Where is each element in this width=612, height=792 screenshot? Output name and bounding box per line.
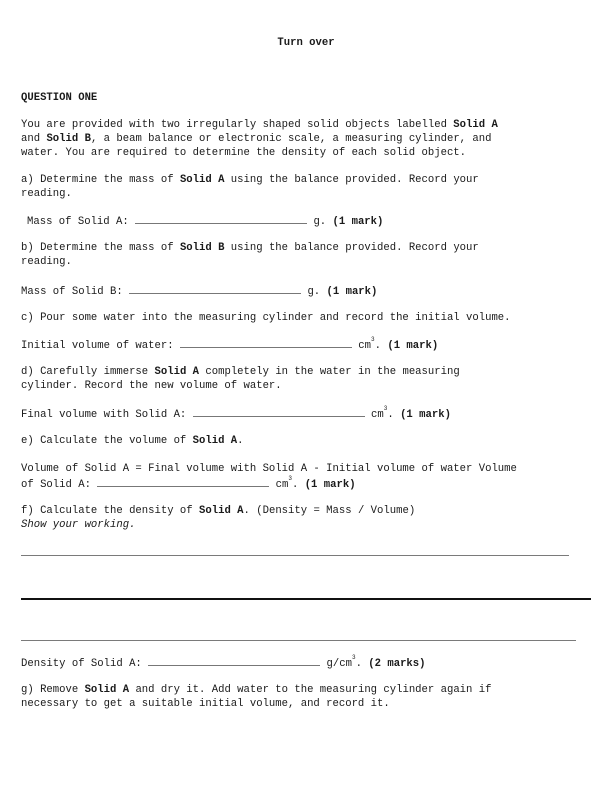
marks: (1 mark) [400,409,451,421]
answer-label: Final volume with Solid A: [21,409,187,421]
part-g-instruction: g) Remove Solid A and dry it. Add water to the measuring cylinder again if necessary to get a suitable initial volume, and record it. [21,684,492,710]
question-title: QUESTION ONE [21,92,98,104]
part-b-instruction: b) Determine the mass of Solid B using the balance provided. Record your reading. [21,242,479,268]
intro-paragraph: You are provided with two irregularly shaped solid objects labelled Solid A and Solid B, a beam balance or electronic scale, a measuring cylinder, and water. You are required to determine the density of each solid object. [21,119,498,159]
turn-over-header: Turn over [277,37,335,49]
part-b-answer-line: Mass of Solid B: g. (1 mark) [21,283,377,299]
density-blank[interactable] [148,655,320,666]
part-a-instruction: a) Determine the mass of Solid A using the balance provided. Record your reading. [21,174,479,200]
part-e-formula: Volume of Solid A = Final volume with Solid A - Initial volume of water Volume of Solid A: $cm^3$. (1 mark) [21,463,517,491]
marks: (1 mark) [332,216,384,228]
marks: (1 mark) [326,286,378,298]
marks: (2 marks) [368,658,426,670]
initial-volume-blank[interactable] [180,337,352,348]
marks: (1 mark) [304,479,356,491]
part-f-instruction: f) Calculate the density of Solid A. (Density = Mass / Volume) Show your working. [21,505,416,531]
working-line[interactable] [21,640,576,641]
part-c-instruction: c) Pour some water into the measuring cylinder and record the initial volume. [21,312,511,324]
part-a-answer-line: Mass of Solid A: g. (1 mark) [27,213,383,229]
part-f-answer-line: Density of Solid A: $g/cm^3$. (2 marks) [21,654,426,670]
answer-label: Mass of Solid B: [21,286,123,298]
working-line[interactable] [21,555,569,556]
final-volume-blank[interactable] [193,406,365,417]
part-c-answer-line: Initial volume of water: $cm^3$. (1 mark) [21,336,439,352]
part-d-answer-line: Final volume with Solid A: $cm^3$. (1 mark) [21,405,451,421]
answer-label: Mass of Solid A: [27,216,129,228]
answer-label: Density of Solid A: [21,658,142,670]
mass-solid-b-blank[interactable] [129,283,301,294]
mass-solid-a-blank[interactable] [135,213,307,224]
page-break-rule [21,598,591,600]
marks: (1 mark) [387,340,439,352]
answer-label: Initial volume of water: [21,340,174,352]
part-d-instruction: d) Carefully immerse Solid A completely in the water in the measuring cylinder. Record the new volume of water. [21,366,460,392]
part-e-instruction: e) Calculate the volume of Solid A. [21,435,244,447]
volume-solid-a-blank[interactable] [97,476,269,487]
